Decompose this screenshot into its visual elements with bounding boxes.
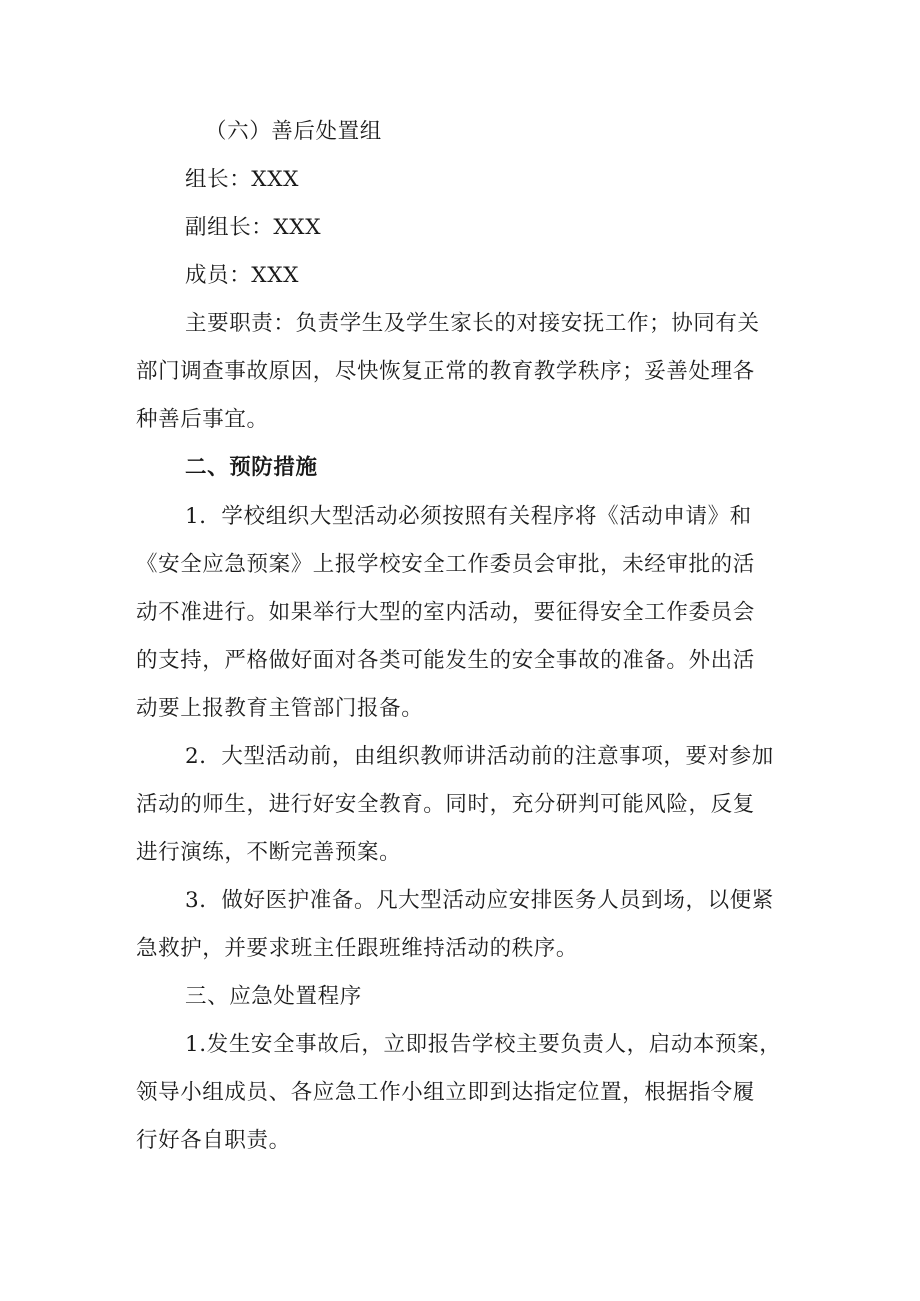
duties-line-1: 主要职责：负责学生及学生家长的对接安抚工作；协同有关	[185, 311, 760, 336]
prevention-item1-line-5: 动要上报教育主管部门报备。	[136, 696, 424, 721]
duties-line-2: 部门调查事故原因，尽快恢复正常的教育教学秩序；妥善处理各	[136, 359, 755, 384]
emergency-heading: 三、应急处置程序	[185, 984, 362, 1009]
prevention-item2-line-2: 活动的师生，进行好安全教育。同时，充分研判可能风险，反复	[136, 792, 755, 817]
deputy-leader-line: 副组长：XXX	[185, 215, 322, 240]
emergency-item1-line-3: 行好各自职责。	[136, 1128, 291, 1153]
prevention-item3-line-2: 急救护，并要求班主任跟班维持活动的秩序。	[136, 936, 579, 961]
prevention-item2-line-1: 2．大型活动前，由组织教师讲活动前的注意事项，要对参加	[185, 744, 774, 769]
prevention-item3-line-1: 3．做好医护准备。凡大型活动应安排医务人员到场，以便紧	[185, 888, 774, 913]
prevention-item1-line-4: 的支持，严格做好面对各类可能发生的安全事故的准备。外出活	[136, 648, 755, 673]
prevention-item1-line-2: 《安全应急预案》上报学校安全工作委员会审批，未经审批的活	[136, 552, 755, 577]
leader-line: 组长：XXX	[185, 167, 300, 192]
emergency-item1-line-1: 1.发生安全事故后，立即报告学校主要负责人，启动本预案，	[185, 1032, 782, 1057]
prevention-item1-line-1: 1．学校组织大型活动必须按照有关程序将《活动申请》和	[185, 504, 752, 529]
section-title: （六）善后处置组	[205, 119, 382, 144]
members-line: 成员：XXX	[185, 263, 300, 288]
emergency-item1-line-2: 领导小组成员、各应急工作小组立即到达指定位置，根据指令履	[136, 1080, 755, 1105]
duties-line-3: 种善后事宜。	[136, 407, 269, 432]
prevention-item1-line-3: 动不准进行。如果举行大型的室内活动，要征得安全工作委员会	[136, 600, 755, 625]
prevention-heading: 二、预防措施	[185, 455, 318, 480]
prevention-item2-line-3: 进行演练，不断完善预案。	[136, 840, 402, 865]
